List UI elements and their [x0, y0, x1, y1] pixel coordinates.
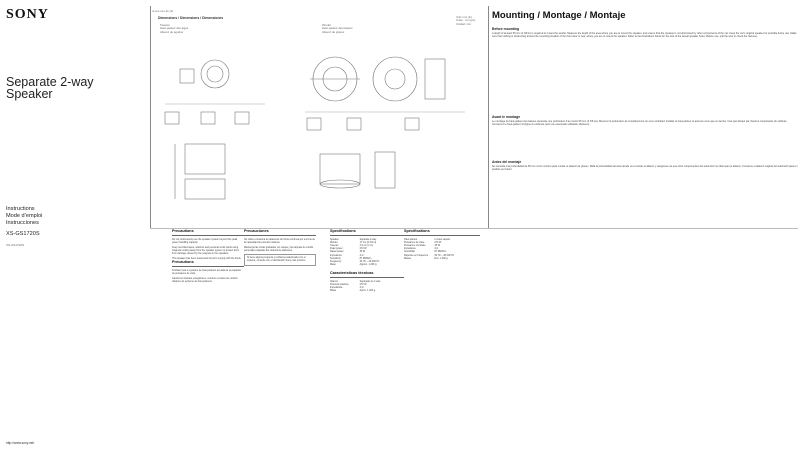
- precautions-column: [172, 230, 244, 285]
- spec-row: [330, 289, 404, 292]
- spec-value: 17 cm (6 3/4 in): [359, 241, 377, 245]
- column-rule: [330, 235, 404, 236]
- column-rule: [172, 235, 244, 236]
- unit-fr: Unité : mm (po): [456, 18, 476, 23]
- instruction-languages: [6, 206, 42, 227]
- product-title: [6, 76, 94, 100]
- woofer-en: Woofer: [322, 23, 331, 27]
- sony-logo: SONY: [6, 7, 49, 22]
- precaucion-para: No utilice el sistema de altavoces de forma continua por encima de la capacidad de potencia máxima.: [244, 238, 315, 245]
- precaution-fr-para: N’utilisez pas le système de haut-parleurs au-delà de sa capacité de puissance de crête.: [172, 269, 241, 276]
- antes-montaje-text: Se necesita una profundidad de 59 mm como mínimo para montar el altavoz de graves. Mida la profundidad del área donde va a montar el altavoz y asegúrese de que otros componentes del automóvil no obstruyan el altavoz. Conserve el altavoz original del automóvil para un posible uso futuro.: [492, 165, 798, 172]
- specifications-fr-column: [404, 230, 480, 260]
- tweeter-housing-drawing: [185, 144, 225, 174]
- precaution-para: Do not continuously use the speaker system beyond the peak power handling capacity.: [172, 238, 238, 245]
- avant-montage-head: Avant le montage: [492, 115, 521, 119]
- spec-value: 2.5 cm (1 in): [359, 244, 373, 248]
- spec-key: Tweeter: [330, 244, 339, 248]
- column-rule: [330, 277, 404, 278]
- spec-key: Sensibilité: [404, 250, 415, 254]
- unit-en: Unit: mm (in): [456, 15, 473, 19]
- dimension-drawings-svg: [155, 34, 485, 224]
- precautions-head: Precautions: [172, 229, 194, 233]
- tweeter-side-drawing: [180, 69, 194, 83]
- before-mounting-head: Before mounting: [492, 27, 520, 31]
- spec-value: 87 dB/W/m: [359, 256, 372, 260]
- specifications-fr-head: Spécifications: [404, 229, 430, 233]
- dimension-drawings: [155, 34, 485, 224]
- spec-key: Impedance: [330, 253, 342, 257]
- spec-key: Altavoz: [330, 280, 338, 284]
- precaucion-para: Si tiene alguna pregunta o problema relacionado con el sistema, consulte con el distribuidor Sony más próximo.: [247, 255, 306, 263]
- model-code: 4-xxx-xxx-11 (1): [152, 9, 174, 13]
- spec-key: Rated power: [330, 250, 344, 254]
- spec-key: Masa: [330, 289, 336, 293]
- instructions-es: Instrucciones: [6, 220, 39, 226]
- column-rule: [172, 266, 244, 267]
- model-number: XS-GS1720S: [6, 231, 40, 237]
- spec-value: 270 W: [359, 247, 367, 251]
- spec-key: Haut-parleur: [404, 238, 418, 242]
- spec-key: Impédance: [404, 247, 416, 251]
- spec-key: Masse: [404, 256, 412, 260]
- column-rule: [404, 235, 480, 236]
- spec-key: Mass: [330, 262, 336, 266]
- tweeter-es: Altavoz de agudos: [160, 29, 184, 34]
- spec-value: 30 Hz – 40,000 Hz: [359, 259, 380, 263]
- spec-key: Impedancia: [330, 286, 343, 290]
- divider: [150, 6, 151, 228]
- spec-value: 30 Hz – 40 000 Hz: [434, 253, 455, 257]
- precautions-fr-head: Précautions: [172, 260, 194, 265]
- footer-model: XS-GS1720S: [6, 243, 25, 247]
- spec-value: 2 voies séparé: [434, 238, 450, 242]
- woofer-es: Altavoz de graves: [322, 29, 345, 34]
- column-rule: [244, 235, 316, 236]
- precaucion-para: Mantenga las cintas grabadas, los relojes y las tarjetas de crédito personales alejadas del sistema de altavoces.: [244, 245, 314, 252]
- spec-key: Peak power: [330, 247, 343, 251]
- instructions-en: Instructions: [6, 206, 35, 212]
- precauciones-column: [244, 230, 316, 268]
- spec-value: 270 W: [434, 241, 442, 245]
- spec-value: Separate 2-way: [359, 238, 377, 242]
- specifications-column: [330, 230, 404, 292]
- spec-row: [330, 263, 404, 266]
- spec-key: Réponse en fréquence: [404, 253, 429, 257]
- notice-box: [244, 254, 316, 266]
- spec-value: 45 W: [359, 250, 366, 254]
- spec-row: [404, 257, 480, 260]
- spec-value: 4 Ω: [359, 286, 364, 290]
- spec-value: Approx. 1,400 g: [359, 262, 377, 266]
- woofer-fr: Haut-parleur des basses: [322, 26, 353, 31]
- before-mounting-text: A depth of at least 59 mm (2 3/8 in) is required to mount the woofer. Measure the depth of the area where you are to mount the speaker, and ensure that the speaker is not obstructed by other components of the car. Keep the car’s original speaker for possible future use. Make sure that nothing is obstructing around the mounting location of the front door or rear, where you are to mount the speaker. Refer to the illustrations below for the size of the actual speaker holes. Before use, pull the wire to check the harness.: [492, 32, 797, 39]
- title-line-2: Speaker: [6, 87, 53, 101]
- woofer-side-drawing: [425, 59, 445, 99]
- divider: [488, 6, 489, 228]
- spec-value: Aprox. 1 400 g: [359, 289, 376, 293]
- instructions-fr: Mode d’emploi: [6, 213, 43, 219]
- antes-montaje-head: Antes del montaje: [492, 160, 522, 164]
- tweeter-front-drawing: [201, 60, 229, 88]
- tweeter-label: [160, 24, 188, 34]
- spec-value: 4 Ω: [434, 247, 439, 251]
- spec-key: Puissance nominale: [404, 244, 426, 248]
- spec-value: Env. 1 400 g: [434, 256, 448, 260]
- woofer-rear-drawing: [373, 57, 417, 101]
- dimensions-title: Dimensions / Dimensions / Dimensiones: [158, 16, 224, 20]
- spec-key: Woofer: [330, 241, 338, 245]
- avant-montage-text: Le montage du haut-parleur des basses nécessite une profondeur d’au moins 59 mm (2 3/8 po). Mesurez la profondeur de l’emplacement où vous souhaitez installer le haut-parleur et assurez-vous que ce dernier n’est pas bloqué par d’autres composants du véhicule. Conservez le haut-parleur d’origine du véhicule pour une éventuelle utilisation ultérieure.: [492, 120, 788, 127]
- precauciones-head: Precauciones: [244, 229, 269, 233]
- woofer-cup-drawing: [320, 154, 360, 184]
- unit-es: Unidad: mm: [456, 21, 472, 26]
- precaution-fr-para: Gardez les bandes enregistrées, montres et cartes de crédit à distance du système de haut-parleurs.: [172, 276, 238, 284]
- spec-key: Sensitivity: [330, 256, 341, 260]
- woofer-label: [322, 24, 352, 34]
- spec-value: 4 Ω: [359, 253, 364, 257]
- tweeter-en: Tweeter: [160, 23, 170, 27]
- tweeter-fr: Haut-parleur des aigus: [160, 26, 189, 31]
- precaution-para: This speaker has been tested and found to comply with the limits.: [172, 256, 242, 260]
- mounting-title: Mounting / Montage / Montaje: [492, 10, 626, 21]
- spec-value: 87 dB/W/m: [434, 250, 447, 254]
- spec-key: Frequency: [330, 259, 342, 263]
- spec-key: Puissance de crête: [404, 241, 425, 245]
- spec-key: Speaker: [330, 238, 339, 242]
- spec-key: Potencia máxima: [330, 283, 349, 287]
- spec-value: 45 W: [434, 244, 440, 248]
- spec-value: Separado de 2 vías: [359, 280, 381, 284]
- unit-label: [456, 16, 475, 26]
- sony-url[interactable]: http://www.sony.net/: [6, 441, 35, 445]
- spec-value: 270 W: [359, 283, 367, 287]
- specifications-head: Specifications: [330, 229, 356, 233]
- precaution-para: Keep recorded tapes, watches and personal credit cards using magnetic coding away from the speaker system to protect them from damage caused by the magnets in the speakers.: [172, 245, 240, 255]
- title-line-1: Separate 2-way: [6, 75, 94, 89]
- caracteristicas-head: Características técnicas: [330, 270, 374, 275]
